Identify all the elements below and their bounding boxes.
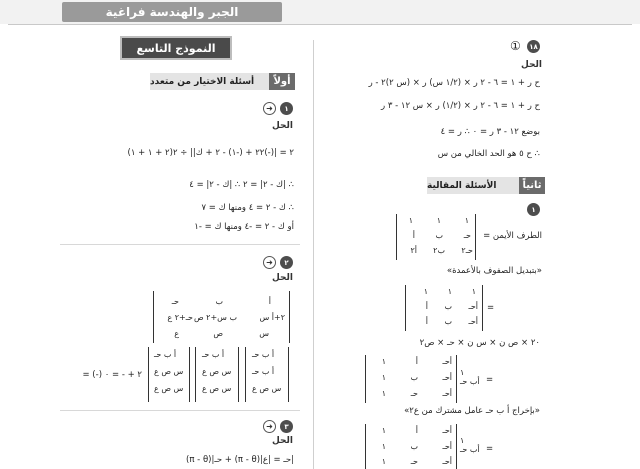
- page-header-title: الجبر والهندسة فراغية: [62, 2, 282, 22]
- matrix-cell: أحـ: [468, 302, 478, 311]
- fraction-factor: ١ أب حـ: [460, 436, 480, 454]
- matrix-cell: ع: [174, 329, 179, 338]
- section-mcq-header: [150, 73, 295, 90]
- matrix-cell: أ: [415, 357, 418, 366]
- equation-line: ح ر + ١ = ٦ - ٢ ر × (١/٢) ر × س ١٢ - ٣ ر: [381, 101, 540, 111]
- matrix-cell: ص: [213, 329, 223, 338]
- fraction-factor: ١ أب حـ: [460, 368, 480, 386]
- matrix-cell: ب: [435, 231, 443, 240]
- answer-arrow-icon: ➜: [263, 102, 276, 115]
- model-title: النموذج التاسع: [120, 36, 232, 60]
- matrix-cell: حـ٢: [461, 246, 473, 255]
- determinant: أ ب حـ س ص ع س ص ع: [195, 347, 239, 402]
- header-rule: [8, 24, 632, 25]
- equation-line: أو ك - ٢ = -٤ ومنها ك = -١: [194, 222, 294, 232]
- determinant: [396, 214, 476, 260]
- matrix-cell: ب: [215, 297, 223, 306]
- equation-line: ح ر + ١ = ٦ - ٢ ر × (١/٢ س) ر × (س ٢)٢ - ر: [368, 78, 540, 88]
- equation-line: (π - θ)|حـ + (π - θ)|حـ = |ع|: [186, 455, 294, 465]
- question-separator: [60, 410, 300, 411]
- matrix-cell: ١: [471, 287, 476, 296]
- matrix-cell: حـ: [463, 231, 471, 240]
- matrix-cell: أ: [412, 231, 415, 240]
- question-separator: [60, 244, 300, 245]
- matrix-cell: ١: [464, 216, 469, 225]
- matrix-cell: أ: [415, 426, 418, 435]
- note-text: «بتبديل الصفوف بالأعمدة»: [446, 266, 542, 276]
- matrix-cell: ٢+أ س: [259, 313, 285, 322]
- matrix-cell: حـ: [410, 457, 418, 466]
- determinant: [365, 424, 457, 469]
- section-essay-label: الأسئلة المقالية: [427, 177, 519, 194]
- note-text: «بإخراج أ ب حـ عامل مشترك من ع٢»: [404, 406, 540, 416]
- equation-line: = (-) ٢ + - = ٠: [82, 370, 142, 380]
- determinant: أ ب حـ أ ب حـ س ص ع: [245, 347, 289, 402]
- matrix-cell: ١: [381, 357, 386, 366]
- column-divider: [313, 40, 314, 469]
- matrix-cell: ب: [410, 373, 418, 382]
- determinant: [153, 291, 290, 343]
- matrix-cell: ١: [423, 287, 428, 296]
- question-number: ٢: [280, 256, 293, 269]
- determinant: أ ب حـ س ص ع س ص ع: [148, 347, 190, 402]
- question-number: ٣: [280, 420, 293, 433]
- equation-line: ∴ |ك - ٢| = ٢ ∴ |ك - ٢| = ٤: [189, 180, 294, 190]
- section-mcq-label: أسئلة الاختيار من متعدد: [150, 73, 269, 90]
- matrix-cell: أحـ: [442, 389, 452, 398]
- matrix-cell: أحـ: [442, 457, 452, 466]
- question-number: ١٨: [527, 40, 540, 53]
- matrix-cell: أ: [268, 297, 271, 306]
- matrix-cell: أ: [425, 302, 428, 311]
- equation-line: ∴ ح ٥ هو الحد الخالي من س: [437, 149, 540, 159]
- matrix-cell: ب: [444, 302, 452, 311]
- section-mcq-number: أولاً: [269, 73, 295, 90]
- matrix-cell: ب٢: [433, 246, 445, 255]
- answer-arrow-icon: ➜: [263, 256, 276, 269]
- matrix-cell: ١: [381, 373, 386, 382]
- matrix-cell: ١: [381, 442, 386, 451]
- answer-choice: ①: [510, 39, 521, 53]
- answer-label: الحل: [272, 273, 293, 283]
- determinant: [405, 285, 483, 331]
- equation-line: ∴ ك - ٢ = ٤ ومنها ك = ٧: [201, 203, 294, 213]
- answer-arrow-icon: ➜: [263, 420, 276, 433]
- section-essay-header: [427, 177, 545, 194]
- equation-line: الطرف الأيمن =: [483, 231, 542, 241]
- matrix-cell: ب س+٢ ص: [193, 313, 237, 322]
- matrix-cell: حـ+٢ ع: [167, 313, 193, 322]
- matrix-cell: أحـ: [442, 426, 452, 435]
- matrix-cell: ١: [436, 216, 441, 225]
- matrix-cell: أحـ: [442, 357, 452, 366]
- matrix-cell: ١: [447, 287, 452, 296]
- question-number: ١: [527, 203, 540, 216]
- matrix-cell: حـ: [410, 389, 418, 398]
- matrix-cell: حـ: [171, 297, 179, 306]
- equals-sign: =: [486, 375, 494, 385]
- matrix-cell: أحـ: [442, 373, 452, 382]
- matrix-cell: أحـ: [468, 317, 478, 326]
- answer-label: الحل: [521, 60, 542, 70]
- equation-line: ٢ = |(-)٢٢ + (-١) - ٢ + ك|| ÷ ٢(٢ + ١ + ١): [127, 148, 294, 158]
- answer-label: الحل: [272, 121, 293, 131]
- matrix-cell: أ: [425, 317, 428, 326]
- matrix-cell: أحـ: [442, 442, 452, 451]
- equals-sign: =: [486, 444, 494, 454]
- matrix-cell: ب: [444, 317, 452, 326]
- matrix-cell: ١: [408, 216, 413, 225]
- matrix-cell: س: [259, 329, 269, 338]
- equation-line: ٢٠ × ص ن × س ن × حـ × ص٢: [419, 338, 540, 348]
- matrix-cell: ب: [410, 442, 418, 451]
- answer-label: الحل: [272, 436, 293, 446]
- question-number: ١: [280, 102, 293, 115]
- equation-line: بوضع ١٢ - ٣ ر = ٠ ∴ ر = ٤: [440, 127, 540, 137]
- matrix-cell: ١: [381, 389, 386, 398]
- determinant: [365, 355, 457, 403]
- section-essay-number: ثانياً: [519, 177, 545, 194]
- matrix-cell: ١: [381, 457, 386, 466]
- equals-sign: =: [487, 303, 495, 313]
- matrix-cell: ١: [381, 426, 386, 435]
- matrix-cell: أ٢: [410, 246, 417, 255]
